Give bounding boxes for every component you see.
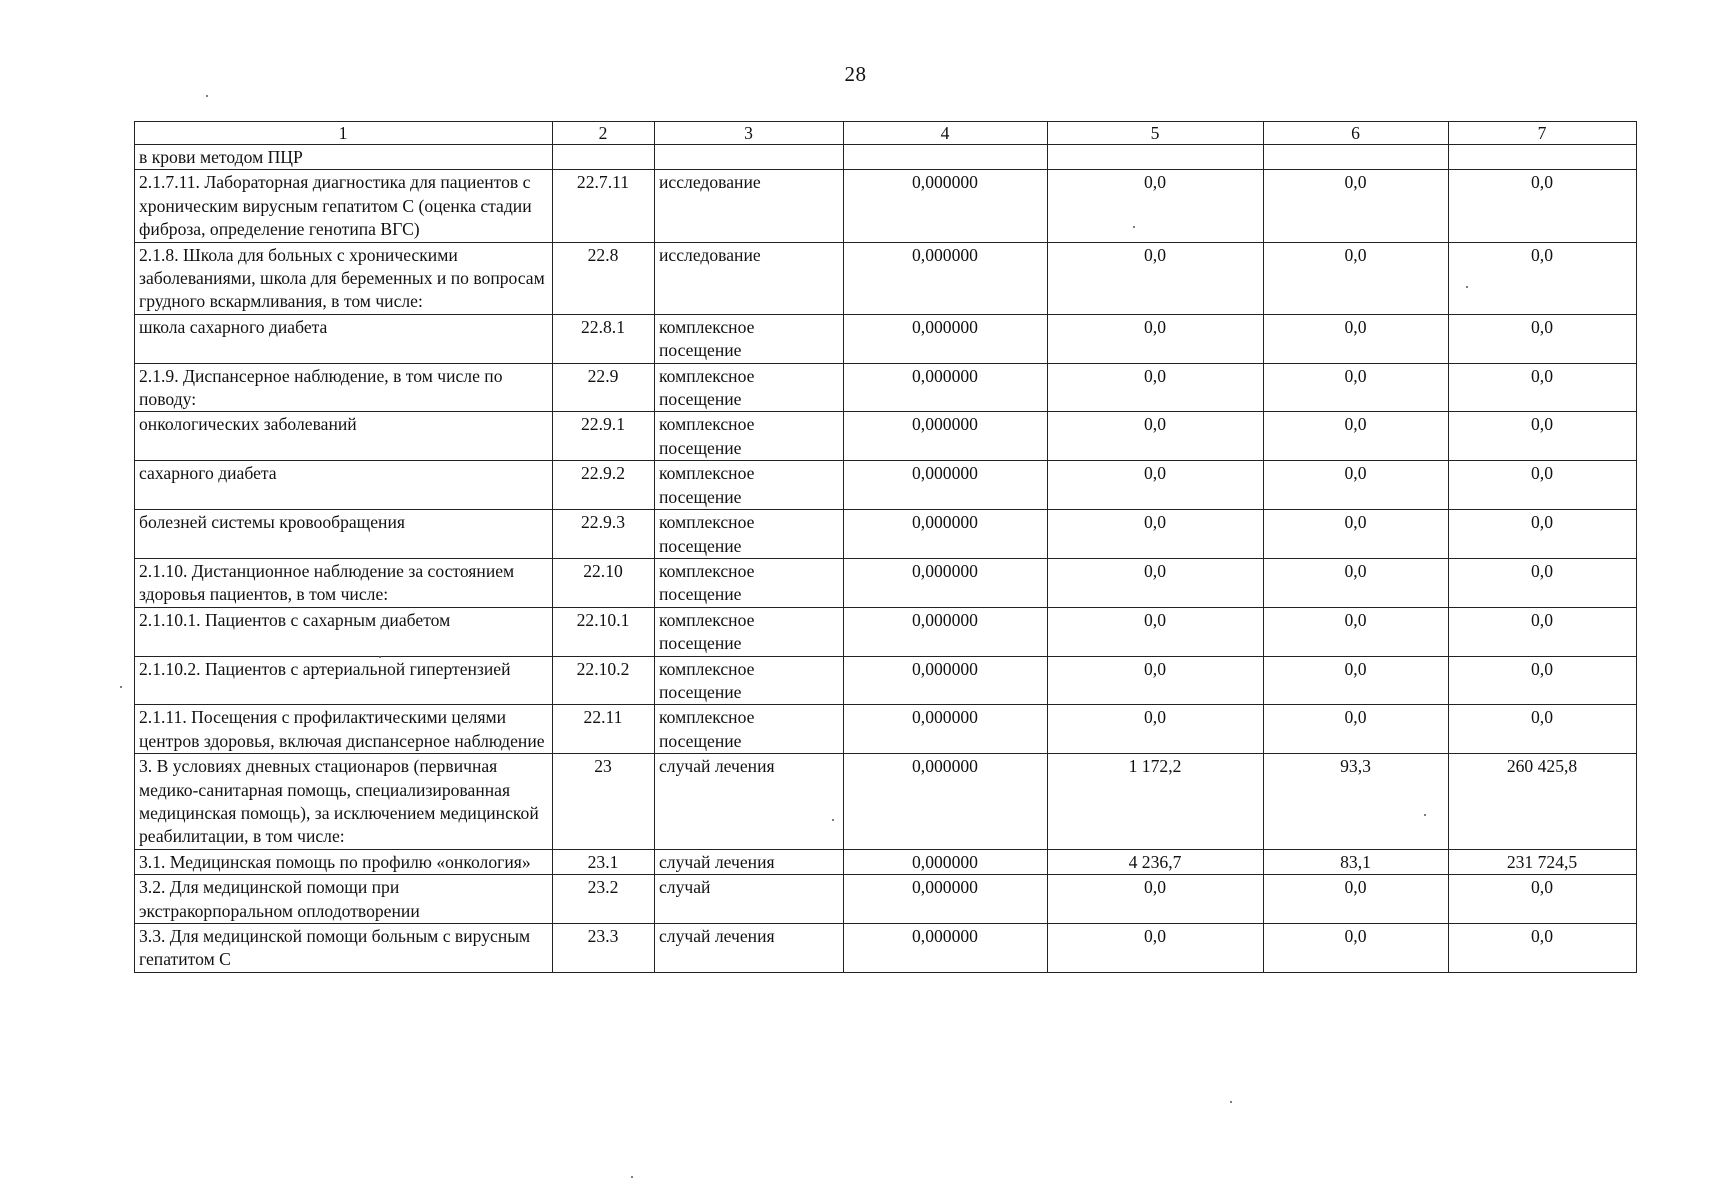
cell-code: 22.9.3 [553,510,655,559]
cell-unit: случай [655,875,844,924]
cell-value-5 [1048,145,1264,170]
scan-speck [832,819,834,821]
cell-value-7: 0,0 [1449,656,1637,705]
cell-unit: комплексное посещение [655,656,844,705]
scan-speck [206,95,208,97]
cell-value-4: 0,000000 [844,558,1048,607]
cell-name: 3.1. Медицинская помощь по профилю «онкология» [135,849,553,874]
cell-unit: комплексное посещение [655,461,844,510]
table-row [135,558,1637,607]
cell-value-7: 0,0 [1449,924,1637,973]
cell-unit: комплексное посещение [655,412,844,461]
table-row [135,924,1637,973]
scan-speck [120,686,122,688]
cell-unit: случай лечения [655,849,844,874]
cell-value-4: 0,000000 [844,924,1048,973]
cell-value-4: 0,000000 [844,607,1048,656]
column-header: 5 [1048,122,1264,145]
table-row [135,754,1637,850]
cell-value-7 [1449,145,1637,170]
cell-value-7: 260 425,8 [1449,754,1637,850]
cell-value-5: 4 236,7 [1048,849,1264,874]
cell-value-6: 0,0 [1264,170,1449,242]
table-row [135,705,1637,754]
cell-value-7: 0,0 [1449,607,1637,656]
cell-code: 22.9 [553,363,655,412]
cell-code: 22.10.1 [553,607,655,656]
cell-code: 23 [553,754,655,850]
column-header: 7 [1449,122,1637,145]
cell-value-6: 0,0 [1264,314,1449,363]
table-row [135,849,1637,874]
cell-name: 3.3. Для медицинской помощи больным с вирусным гепатитом С [135,924,553,973]
cell-value-6: 0,0 [1264,607,1449,656]
cell-name: 2.1.8. Школа для больных с хроническими заболеваниями, школа для беременных и по вопросам грудного вскармливания, в том числе: [135,242,553,314]
cell-name: 2.1.10.1. Пациентов с сахарным диабетом [135,607,553,656]
cell-value-6: 0,0 [1264,242,1449,314]
cell-value-6: 0,0 [1264,363,1449,412]
cell-unit: комплексное посещение [655,607,844,656]
table-row [135,510,1637,559]
cell-name: 3. В условиях дневных стационаров (первичная медико-санитарная помощь, специализированная медицинская помощь), за исключением медицинской реабилитации, в том числе: [135,754,553,850]
cell-name: сахарного диабета [135,461,553,510]
cell-value-4: 0,000000 [844,363,1048,412]
cell-value-7: 231 724,5 [1449,849,1637,874]
table-body [135,145,1637,973]
column-header: 1 [135,122,553,145]
table-row [135,242,1637,314]
cell-value-6: 0,0 [1264,924,1449,973]
cell-name: 2.1.10.2. Пациентов с артериальной гипертензией [135,656,553,705]
cell-code: 22.7.11 [553,170,655,242]
scan-speck [1424,814,1426,816]
table-row [135,607,1637,656]
cell-value-4 [844,145,1048,170]
cell-value-4: 0,000000 [844,849,1048,874]
cell-value-4: 0,000000 [844,461,1048,510]
scan-speck [379,656,381,658]
cell-code: 22.10 [553,558,655,607]
cell-value-5: 0,0 [1048,656,1264,705]
table-row [135,875,1637,924]
cell-value-7: 0,0 [1449,314,1637,363]
cell-name: болезней системы кровообращения [135,510,553,559]
column-header: 3 [655,122,844,145]
cell-value-7: 0,0 [1449,705,1637,754]
cell-unit: комплексное посещение [655,705,844,754]
scan-speck [1230,1101,1232,1103]
cell-value-6: 0,0 [1264,412,1449,461]
cell-value-6: 0,0 [1264,510,1449,559]
cell-value-6: 93,3 [1264,754,1449,850]
cell-value-7: 0,0 [1449,875,1637,924]
table-row [135,314,1637,363]
cell-code: 22.8.1 [553,314,655,363]
scan-speck [1133,226,1135,228]
table-row [135,145,1637,170]
cell-unit: комплексное посещение [655,558,844,607]
cell-name: онкологических заболеваний [135,412,553,461]
cell-value-4: 0,000000 [844,314,1048,363]
cell-value-5: 0,0 [1048,242,1264,314]
cell-value-4: 0,000000 [844,656,1048,705]
scan-speck [631,1176,633,1178]
column-header: 6 [1264,122,1449,145]
cell-name: в крови методом ПЦР [135,145,553,170]
cell-value-4: 0,000000 [844,510,1048,559]
cell-value-4: 0,000000 [844,412,1048,461]
column-header: 4 [844,122,1048,145]
cell-unit: комплексное посещение [655,314,844,363]
cell-value-7: 0,0 [1449,242,1637,314]
cell-code: 22.11 [553,705,655,754]
cell-name: 2.1.9. Диспансерное наблюдение, в том числе по поводу: [135,363,553,412]
cell-value-7: 0,0 [1449,170,1637,242]
cell-value-5: 0,0 [1048,607,1264,656]
cell-unit: исследование [655,170,844,242]
cell-value-6: 0,0 [1264,656,1449,705]
cell-value-5: 0,0 [1048,461,1264,510]
table-row [135,656,1637,705]
cell-name: школа сахарного диабета [135,314,553,363]
cell-code: 22.9.2 [553,461,655,510]
table-header-row [135,122,1637,145]
cell-value-5: 1 172,2 [1048,754,1264,850]
cell-value-5: 0,0 [1048,170,1264,242]
cell-value-7: 0,0 [1449,558,1637,607]
cell-value-6: 0,0 [1264,461,1449,510]
cell-code: 23.2 [553,875,655,924]
cell-value-5: 0,0 [1048,705,1264,754]
cell-value-5: 0,0 [1048,875,1264,924]
cell-code: 22.10.2 [553,656,655,705]
table-row [135,412,1637,461]
cell-value-5: 0,0 [1048,924,1264,973]
cell-value-6: 83,1 [1264,849,1449,874]
cell-value-5: 0,0 [1048,558,1264,607]
cell-value-7: 0,0 [1449,363,1637,412]
cell-name: 2.1.11. Посещения с профилактическими целями центров здоровья, включая диспансерное наблюдение [135,705,553,754]
scan-speck [1466,286,1468,288]
cell-value-4: 0,000000 [844,170,1048,242]
table-row [135,363,1637,412]
cell-value-7: 0,0 [1449,412,1637,461]
cell-value-6 [1264,145,1449,170]
cell-value-4: 0,000000 [844,705,1048,754]
cell-value-6: 0,0 [1264,705,1449,754]
cell-value-4: 0,000000 [844,754,1048,850]
cell-code: 23.3 [553,924,655,973]
cell-unit [655,145,844,170]
cell-value-6: 0,0 [1264,875,1449,924]
cell-unit: комплексное посещение [655,363,844,412]
cell-code: 22.8 [553,242,655,314]
page-number: 28 [844,62,867,86]
table-row [135,461,1637,510]
cell-name: 3.2. Для медицинской помощи при экстракорпоральном оплодотворении [135,875,553,924]
cell-value-5: 0,0 [1048,363,1264,412]
data-table [134,121,1637,973]
cell-value-6: 0,0 [1264,558,1449,607]
cell-code: 23.1 [553,849,655,874]
cell-code [553,145,655,170]
cell-value-7: 0,0 [1449,510,1637,559]
cell-unit: случай лечения [655,754,844,850]
cell-unit: случай лечения [655,924,844,973]
cell-name: 2.1.7.11. Лабораторная диагностика для пациентов с хроническим вирусным гепатитом С (оценка стадии фиброза, определение генотипа ВГС) [135,170,553,242]
table-row [135,170,1637,242]
cell-value-5: 0,0 [1048,314,1264,363]
column-header: 2 [553,122,655,145]
cell-name: 2.1.10. Дистанционное наблюдение за состоянием здоровья пациентов, в том числе: [135,558,553,607]
cell-value-4: 0,000000 [844,875,1048,924]
cell-value-5: 0,0 [1048,510,1264,559]
cell-value-4: 0,000000 [844,242,1048,314]
cell-value-5: 0,0 [1048,412,1264,461]
cell-value-7: 0,0 [1449,461,1637,510]
cell-unit: комплексное посещение [655,510,844,559]
cell-code: 22.9.1 [553,412,655,461]
cell-unit: исследование [655,242,844,314]
